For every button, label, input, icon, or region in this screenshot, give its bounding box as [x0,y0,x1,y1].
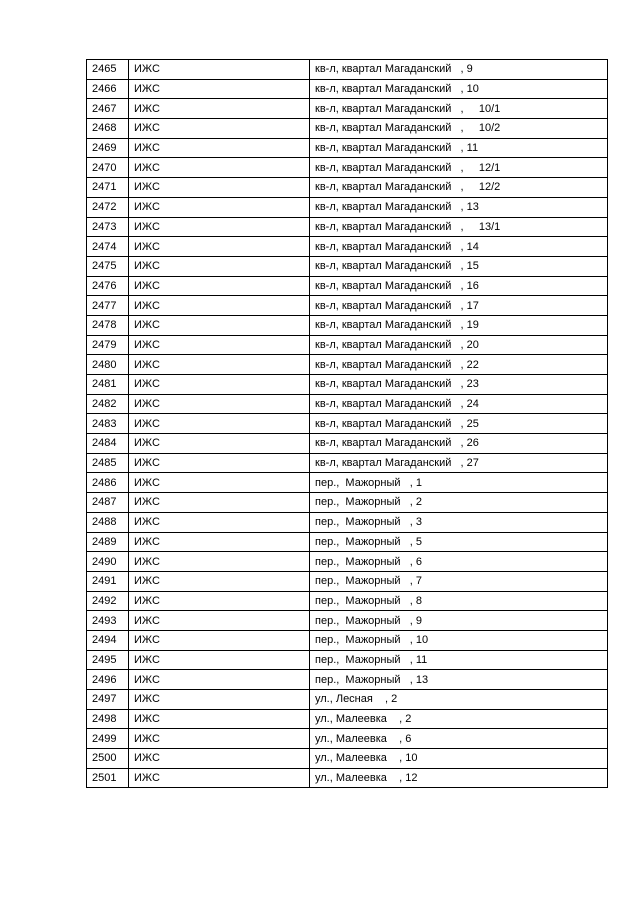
registry-table-body [87,60,608,788]
address-cell: кв-л, квартал Магаданский , 12/1 [310,158,608,178]
object-type-cell: ИЖС [129,630,310,650]
row-number-cell: 2494 [87,630,129,650]
table-row [87,630,608,650]
address-cell: кв-л, квартал Магаданский , 24 [310,394,608,414]
object-type-cell: ИЖС [129,237,310,257]
address-cell: кв-л, квартал Магаданский , 26 [310,434,608,454]
table-row [87,237,608,257]
table-row [87,296,608,316]
row-number-cell: 2489 [87,532,129,552]
row-number-cell: 2473 [87,217,129,237]
row-number-cell: 2467 [87,99,129,119]
table-row [87,335,608,355]
row-number-cell: 2484 [87,434,129,454]
address-cell: кв-л, квартал Магаданский , 19 [310,315,608,335]
row-number-cell: 2468 [87,119,129,139]
object-type-cell: ИЖС [129,493,310,513]
row-number-cell: 2479 [87,335,129,355]
object-type-cell: ИЖС [129,690,310,710]
object-type-cell: ИЖС [129,256,310,276]
address-cell: кв-л, квартал Магаданский , 10/2 [310,119,608,139]
address-cell: пер., Мажорный , 13 [310,670,608,690]
table-row [87,434,608,454]
row-number-cell: 2500 [87,749,129,769]
address-cell: пер., Мажорный , 2 [310,493,608,513]
address-cell: кв-л, квартал Магаданский , 12/2 [310,178,608,198]
table-row [87,355,608,375]
address-cell: ул., Малеевка , 6 [310,729,608,749]
table-row [87,256,608,276]
row-number-cell: 2478 [87,315,129,335]
object-type-cell: ИЖС [129,611,310,631]
table-row [87,650,608,670]
object-type-cell: ИЖС [129,138,310,158]
address-cell: кв-л, квартал Магаданский , 17 [310,296,608,316]
object-type-cell: ИЖС [129,473,310,493]
row-number-cell: 2475 [87,256,129,276]
object-type-cell: ИЖС [129,197,310,217]
address-cell: пер., Мажорный , 7 [310,571,608,591]
object-type-cell: ИЖС [129,512,310,532]
object-type-cell: ИЖС [129,158,310,178]
row-number-cell: 2481 [87,375,129,395]
object-type-cell: ИЖС [129,650,310,670]
object-type-cell: ИЖС [129,355,310,375]
table-row [87,99,608,119]
table-row [87,493,608,513]
object-type-cell: ИЖС [129,315,310,335]
row-number-cell: 2495 [87,650,129,670]
table-row [87,138,608,158]
table-row [87,217,608,237]
table-row [87,158,608,178]
address-cell: ул., Лесная , 2 [310,690,608,710]
table-row [87,473,608,493]
table-row [87,690,608,710]
row-number-cell: 2486 [87,473,129,493]
table-row [87,375,608,395]
address-cell: кв-л, квартал Магаданский , 22 [310,355,608,375]
address-cell: кв-л, квартал Магаданский , 10 [310,79,608,99]
address-registry-table [86,59,608,788]
object-type-cell: ИЖС [129,532,310,552]
object-type-cell: ИЖС [129,571,310,591]
table-row [87,709,608,729]
table-row [87,178,608,198]
row-number-cell: 2492 [87,591,129,611]
table-row [87,552,608,572]
table-row [87,276,608,296]
row-number-cell: 2491 [87,571,129,591]
row-number-cell: 2470 [87,158,129,178]
object-type-cell: ИЖС [129,414,310,434]
row-number-cell: 2487 [87,493,129,513]
object-type-cell: ИЖС [129,434,310,454]
row-number-cell: 2493 [87,611,129,631]
object-type-cell: ИЖС [129,375,310,395]
address-cell: пер., Мажорный , 6 [310,552,608,572]
table-row [87,453,608,473]
table-row [87,512,608,532]
object-type-cell: ИЖС [129,768,310,788]
table-row [87,768,608,788]
table-row [87,670,608,690]
table-row [87,119,608,139]
row-number-cell: 2472 [87,197,129,217]
row-number-cell: 2485 [87,453,129,473]
row-number-cell: 2465 [87,60,129,80]
row-number-cell: 2474 [87,237,129,257]
row-number-cell: 2496 [87,670,129,690]
address-cell: пер., Мажорный , 8 [310,591,608,611]
object-type-cell: ИЖС [129,178,310,198]
row-number-cell: 2488 [87,512,129,532]
object-type-cell: ИЖС [129,453,310,473]
address-cell: ул., Малеевка , 10 [310,749,608,769]
object-type-cell: ИЖС [129,335,310,355]
address-cell: кв-л, квартал Магаданский , 10/1 [310,99,608,119]
object-type-cell: ИЖС [129,217,310,237]
table-row [87,729,608,749]
object-type-cell: ИЖС [129,276,310,296]
address-cell: пер., Мажорный , 11 [310,650,608,670]
table-row [87,414,608,434]
address-cell: кв-л, квартал Магаданский , 16 [310,276,608,296]
row-number-cell: 2476 [87,276,129,296]
row-number-cell: 2469 [87,138,129,158]
object-type-cell: ИЖС [129,552,310,572]
row-number-cell: 2480 [87,355,129,375]
table-row [87,532,608,552]
row-number-cell: 2498 [87,709,129,729]
row-number-cell: 2477 [87,296,129,316]
table-row [87,749,608,769]
object-type-cell: ИЖС [129,79,310,99]
row-number-cell: 2466 [87,79,129,99]
address-cell: кв-л, квартал Магаданский , 15 [310,256,608,276]
row-number-cell: 2497 [87,690,129,710]
object-type-cell: ИЖС [129,709,310,729]
row-number-cell: 2490 [87,552,129,572]
table-row [87,394,608,414]
address-cell: пер., Мажорный , 3 [310,512,608,532]
row-number-cell: 2482 [87,394,129,414]
row-number-cell: 2499 [87,729,129,749]
table-row [87,611,608,631]
object-type-cell: ИЖС [129,119,310,139]
table-row [87,60,608,80]
table-row [87,79,608,99]
address-cell: пер., Мажорный , 9 [310,611,608,631]
object-type-cell: ИЖС [129,749,310,769]
row-number-cell: 2501 [87,768,129,788]
address-cell: пер., Мажорный , 1 [310,473,608,493]
row-number-cell: 2471 [87,178,129,198]
table-row [87,197,608,217]
table-row [87,315,608,335]
address-cell: кв-л, квартал Магаданский , 14 [310,237,608,257]
object-type-cell: ИЖС [129,591,310,611]
object-type-cell: ИЖС [129,99,310,119]
address-cell: кв-л, квартал Магаданский , 20 [310,335,608,355]
address-cell: кв-л, квартал Магаданский , 25 [310,414,608,434]
table-row [87,591,608,611]
address-cell: кв-л, квартал Магаданский , 13 [310,197,608,217]
address-cell: кв-л, квартал Магаданский , 9 [310,60,608,80]
object-type-cell: ИЖС [129,729,310,749]
table-row [87,571,608,591]
address-cell: пер., Мажорный , 5 [310,532,608,552]
object-type-cell: ИЖС [129,296,310,316]
object-type-cell: ИЖС [129,394,310,414]
object-type-cell: ИЖС [129,60,310,80]
address-cell: ул., Малеевка , 12 [310,768,608,788]
address-cell: кв-л, квартал Магаданский , 11 [310,138,608,158]
row-number-cell: 2483 [87,414,129,434]
address-cell: ул., Малеевка , 2 [310,709,608,729]
address-cell: кв-л, квартал Магаданский , 13/1 [310,217,608,237]
object-type-cell: ИЖС [129,670,310,690]
address-cell: пер., Мажорный , 10 [310,630,608,650]
address-cell: кв-л, квартал Магаданский , 27 [310,453,608,473]
address-cell: кв-л, квартал Магаданский , 23 [310,375,608,395]
